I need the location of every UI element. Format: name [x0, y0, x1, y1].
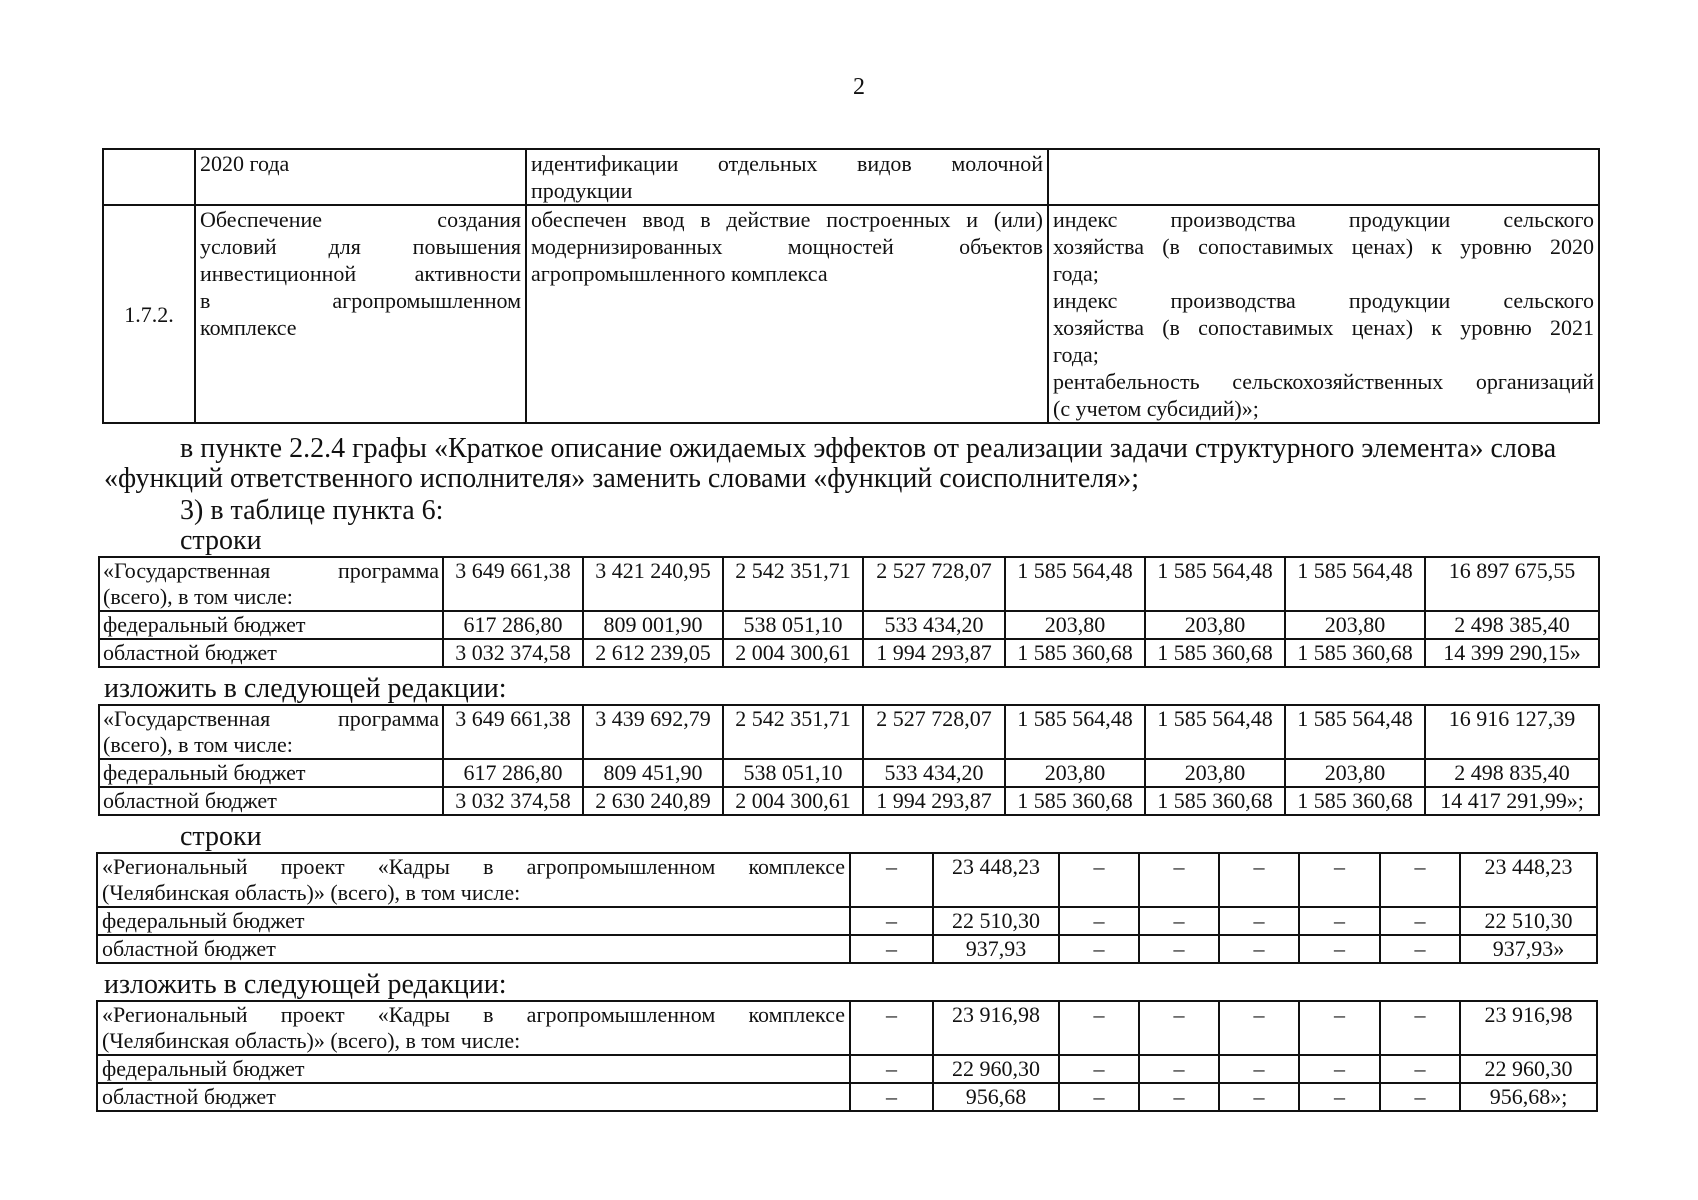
text-line: (всего), в том числе:	[103, 584, 293, 609]
value-cell: 617 286,80	[443, 759, 583, 787]
value-cell: 1 585 564,48	[1005, 557, 1145, 611]
value-cell: 3 032 374,58	[443, 787, 583, 815]
value-cell: 2 004 300,61	[723, 639, 863, 667]
text-line: «Региональный проект «Кадры в агропромышленном комплексе	[102, 854, 845, 879]
value-cell: 23 916,98	[1460, 1001, 1597, 1055]
text-line: продукции	[531, 178, 633, 203]
value-cell: –	[1139, 935, 1219, 963]
value-cell: –	[1299, 1083, 1380, 1111]
value-cell: 1 585 564,48	[1285, 705, 1425, 759]
value-cell: 3 649 661,38	[443, 705, 583, 759]
row-label	[99, 557, 443, 611]
value-cell: 3 439 692,79	[583, 705, 723, 759]
value-cell: 1 585 360,68	[1005, 639, 1145, 667]
value-cell: 2 004 300,61	[723, 787, 863, 815]
value-cell: –	[1380, 1055, 1460, 1083]
value-cell: 538 051,10	[723, 759, 863, 787]
value-cell: 23 448,23	[1460, 853, 1597, 907]
value-cell: 203,80	[1145, 759, 1285, 787]
table-row	[97, 935, 1597, 963]
measures-table	[102, 148, 1600, 424]
value-cell: –	[1219, 853, 1299, 907]
item-heading: 3) в таблице пункта 6:	[180, 495, 444, 526]
table-row	[103, 205, 1599, 423]
value-cell: 1 994 293,87	[863, 787, 1005, 815]
value-cell: 1 585 564,48	[1145, 557, 1285, 611]
budget-table-old-program	[98, 556, 1600, 668]
row-label: федеральный бюджет	[97, 907, 850, 935]
value-cell: –	[1059, 1055, 1139, 1083]
budget-table-old-project	[96, 852, 1598, 964]
value-cell: 16 897 675,55	[1425, 557, 1599, 611]
budget-table-new-program	[98, 704, 1600, 816]
value-cell: 1 585 564,48	[1005, 705, 1145, 759]
text-line: хозяйства (в сопоставимых ценах) к уровню 2021	[1053, 315, 1594, 340]
table-row	[97, 907, 1597, 935]
value-cell: –	[1219, 1001, 1299, 1055]
value-cell: –	[1380, 1083, 1460, 1111]
value-cell: 23 448,23	[933, 853, 1059, 907]
value-cell: –	[1059, 1001, 1139, 1055]
value-cell: 2 542 351,71	[723, 705, 863, 759]
table-row	[97, 1001, 1597, 1055]
row-label	[97, 1001, 850, 1055]
text-line: «Региональный проект «Кадры в агропромышленном комплексе	[102, 1002, 845, 1027]
text-line: индекс производства продукции сельского	[1053, 207, 1594, 232]
value-cell: 538 051,10	[723, 611, 863, 639]
value-cell: 956,68»;	[1460, 1083, 1597, 1111]
table-row	[99, 639, 1599, 667]
table-cell-indicators	[1048, 205, 1599, 423]
value-cell: 14 417 291,99»;	[1425, 787, 1599, 815]
value-cell: –	[1139, 1083, 1219, 1111]
text-line: индекс производства продукции сельского	[1053, 288, 1594, 313]
table-cell-number: 1.7.2.	[103, 205, 195, 423]
value-cell: –	[1380, 907, 1460, 935]
replace-instruction: изложить в следующей редакции:	[104, 673, 507, 704]
table-row	[103, 149, 1599, 205]
value-cell: 937,93»	[1460, 935, 1597, 963]
text-line: условий для повышения	[200, 234, 521, 259]
value-cell: 22 960,30	[933, 1055, 1059, 1083]
value-cell: 1 585 360,68	[1005, 787, 1145, 815]
text-line: (с учетом субсидий)»;	[1053, 396, 1259, 421]
value-cell: 203,80	[1285, 611, 1425, 639]
value-cell: –	[1139, 1055, 1219, 1083]
value-cell: 22 510,30	[1460, 907, 1597, 935]
replace-instruction: изложить в следующей редакции:	[104, 969, 507, 1000]
value-cell: –	[850, 1083, 933, 1111]
table-row	[99, 611, 1599, 639]
table-cell-result	[526, 205, 1048, 423]
row-label: областной бюджет	[97, 935, 850, 963]
value-cell: –	[1299, 907, 1380, 935]
amendment-paragraph-continuation: «функций ответственного исполнителя» заменить словами «функций соисполнителя»;	[104, 463, 1139, 494]
value-cell: 2 498 385,40	[1425, 611, 1599, 639]
table-cell-indicators	[1048, 149, 1599, 205]
text-line: (всего), в том числе:	[103, 732, 293, 757]
value-cell: 1 585 360,68	[1285, 787, 1425, 815]
table-row	[99, 759, 1599, 787]
text-line: (Челябинская область)» (всего), в том числе:	[102, 880, 521, 905]
value-cell: 203,80	[1145, 611, 1285, 639]
value-cell: 1 994 293,87	[863, 639, 1005, 667]
value-cell: –	[1219, 1083, 1299, 1111]
value-cell: –	[850, 853, 933, 907]
value-cell: 22 510,30	[933, 907, 1059, 935]
text-line: «Государственная программа	[103, 558, 439, 583]
value-cell: –	[1219, 1055, 1299, 1083]
value-cell: 16 916 127,39	[1425, 705, 1599, 759]
value-cell: 533 434,20	[863, 759, 1005, 787]
text-line: года;	[1053, 342, 1099, 367]
row-label	[97, 853, 850, 907]
text-line: (Челябинская область)» (всего), в том числе:	[102, 1028, 521, 1053]
table-cell-number	[103, 149, 195, 205]
value-cell: 2 630 240,89	[583, 787, 723, 815]
value-cell: –	[1299, 1055, 1380, 1083]
value-cell: 809 451,90	[583, 759, 723, 787]
value-cell: 937,93	[933, 935, 1059, 963]
table-cell-result	[526, 149, 1048, 205]
value-cell: 1 585 564,48	[1285, 557, 1425, 611]
value-cell: –	[1139, 853, 1219, 907]
text-line: агропромышленного комплекса	[531, 261, 828, 286]
row-label: областной бюджет	[99, 639, 443, 667]
table-row	[99, 787, 1599, 815]
row-label: федеральный бюджет	[97, 1055, 850, 1083]
value-cell: 203,80	[1285, 759, 1425, 787]
value-cell: –	[1059, 935, 1139, 963]
value-cell: 533 434,20	[863, 611, 1005, 639]
text-line: идентификации отдельных видов молочной	[531, 151, 1043, 176]
table-row	[97, 1083, 1597, 1111]
text-line: года;	[1053, 261, 1099, 286]
row-label	[99, 705, 443, 759]
value-cell: –	[1139, 1001, 1219, 1055]
text-line: инвестиционной активности	[200, 261, 521, 286]
value-cell: –	[1380, 853, 1460, 907]
text-line: рентабельность сельскохозяйственных организаций	[1053, 369, 1594, 394]
value-cell: 3 032 374,58	[443, 639, 583, 667]
row-label: федеральный бюджет	[99, 759, 443, 787]
budget-table-new-project	[96, 1000, 1598, 1112]
value-cell: –	[850, 1001, 933, 1055]
table-row	[99, 557, 1599, 611]
value-cell: 1 585 360,68	[1145, 787, 1285, 815]
value-cell: 203,80	[1005, 611, 1145, 639]
value-cell: 2 527 728,07	[863, 557, 1005, 611]
table-row	[99, 705, 1599, 759]
text-line: в агропромышленном	[200, 288, 521, 313]
amendment-paragraph: в пункте 2.2.4 графы «Краткое описание ожидаемых эффектов от реализации задачи структурного элемента» слова	[180, 433, 1557, 464]
text-line: обеспечен ввод в действие построенных и (или)	[531, 207, 1043, 232]
value-cell: –	[1059, 907, 1139, 935]
value-cell: 809 001,90	[583, 611, 723, 639]
table-row	[97, 853, 1597, 907]
value-cell: –	[1219, 907, 1299, 935]
text-line: модернизированных мощностей объектов	[531, 234, 1043, 259]
value-cell: –	[1139, 907, 1219, 935]
page-number: 2	[853, 74, 865, 100]
value-cell: 1 585 564,48	[1145, 705, 1285, 759]
value-cell: 956,68	[933, 1083, 1059, 1111]
text-line: Обеспечение создания	[200, 207, 521, 232]
row-label: областной бюджет	[99, 787, 443, 815]
value-cell: 2 542 351,71	[723, 557, 863, 611]
value-cell: –	[1299, 935, 1380, 963]
value-cell: –	[1059, 853, 1139, 907]
value-cell: –	[1219, 935, 1299, 963]
value-cell: 617 286,80	[443, 611, 583, 639]
text-line: «Государственная программа	[103, 706, 439, 731]
table-row	[97, 1055, 1597, 1083]
value-cell: 23 916,98	[933, 1001, 1059, 1055]
value-cell: 3 649 661,38	[443, 557, 583, 611]
value-cell: 2 498 835,40	[1425, 759, 1599, 787]
value-cell: 14 399 290,15»	[1425, 639, 1599, 667]
value-cell: –	[1380, 935, 1460, 963]
value-cell: –	[1059, 1083, 1139, 1111]
rows-label: строки	[180, 525, 262, 556]
value-cell: –	[850, 935, 933, 963]
value-cell: 2 612 239,05	[583, 639, 723, 667]
value-cell: 3 421 240,95	[583, 557, 723, 611]
value-cell: 2 527 728,07	[863, 705, 1005, 759]
row-label: областной бюджет	[97, 1083, 850, 1111]
table-cell-deadline: 2020 года	[195, 149, 526, 205]
value-cell: 1 585 360,68	[1285, 639, 1425, 667]
value-cell: –	[1299, 853, 1380, 907]
value-cell: 1 585 360,68	[1145, 639, 1285, 667]
value-cell: –	[1299, 1001, 1380, 1055]
table-cell-task	[195, 205, 526, 423]
value-cell: –	[850, 907, 933, 935]
text-line: хозяйства (в сопоставимых ценах) к уровню 2020	[1053, 234, 1594, 259]
value-cell: 22 960,30	[1460, 1055, 1597, 1083]
value-cell: –	[850, 1055, 933, 1083]
row-label: федеральный бюджет	[99, 611, 443, 639]
rows-label: строки	[180, 821, 262, 852]
text-line: комплексе	[200, 315, 297, 340]
value-cell: 203,80	[1005, 759, 1145, 787]
value-cell: –	[1380, 1001, 1460, 1055]
